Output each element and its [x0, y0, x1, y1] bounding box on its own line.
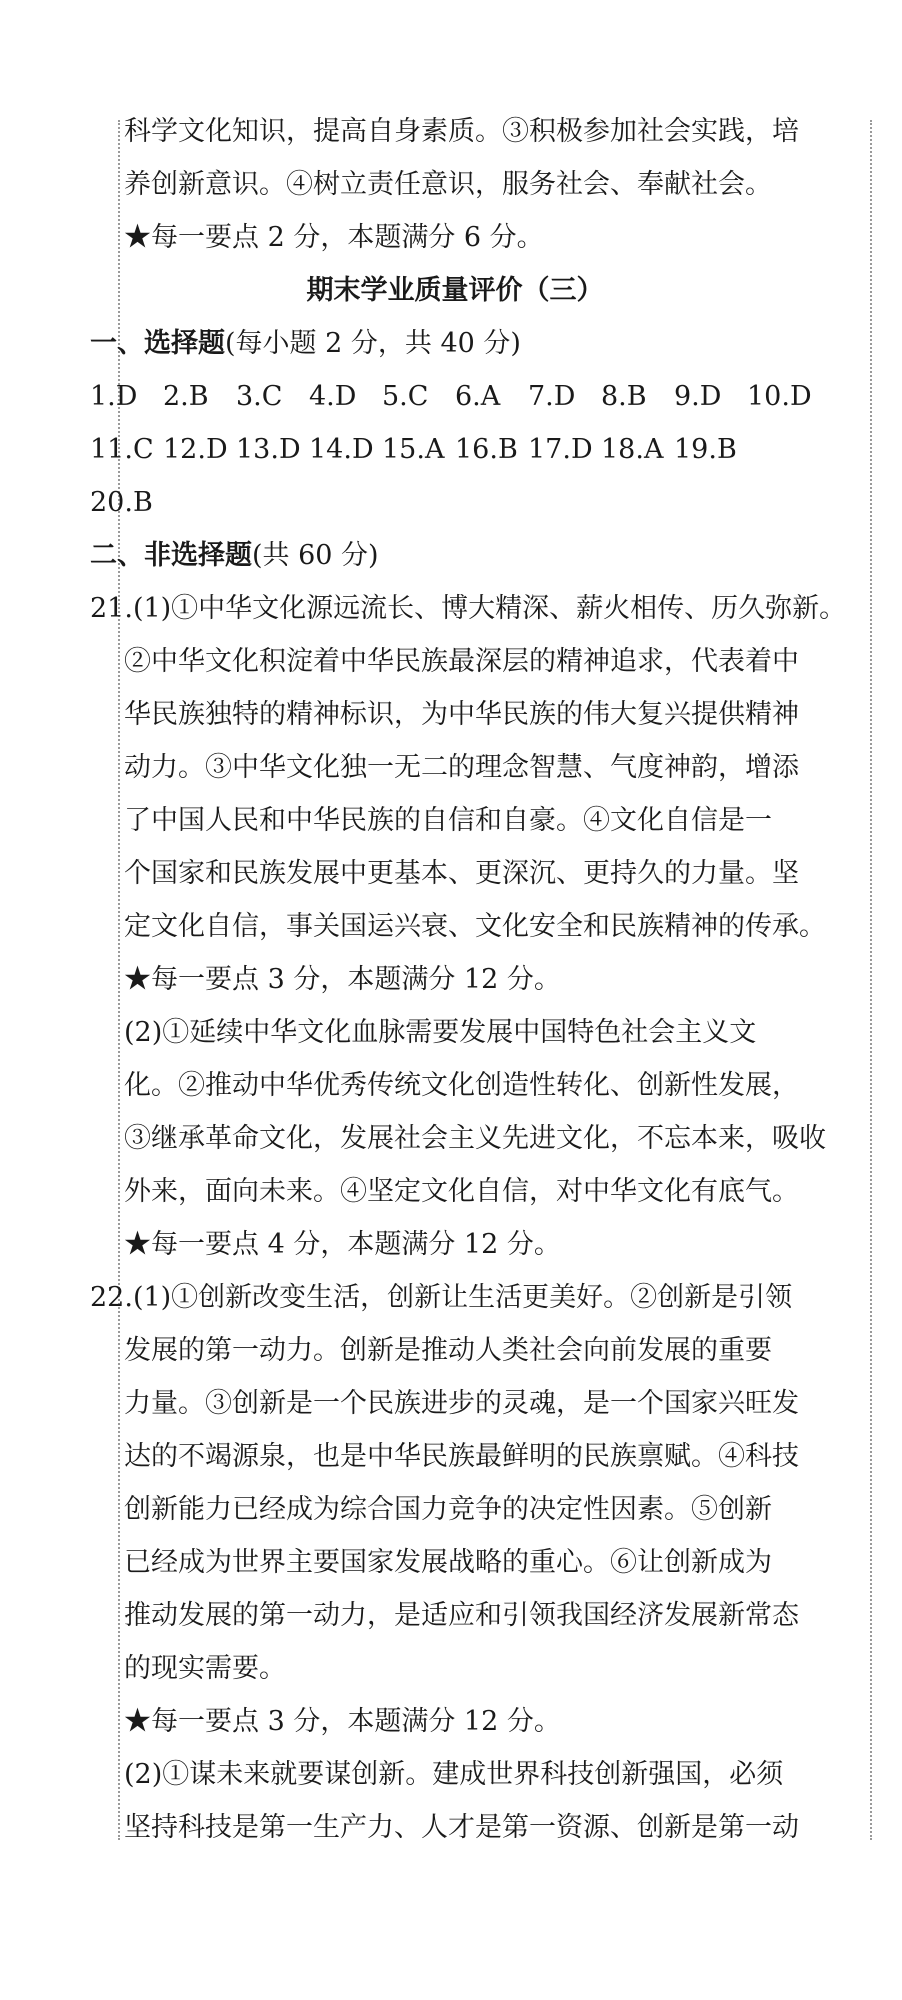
q22-line: 22.(1)①创新改变生活，创新让生活更美好。②创新是引领 — [90, 1282, 793, 1313]
answer-item: 10.D — [747, 381, 812, 412]
q21-line: 化。②推动中华优秀传统文化创造性转化、创新性发展， — [124, 1070, 799, 1101]
answer-item: 11.C — [90, 434, 154, 465]
question-21 — [90, 582, 847, 1271]
section-title: 期末学业质量评价（三） — [306, 275, 604, 306]
text-line: 养创新意识。④树立责任意识，服务社会、奉献社会。 — [124, 169, 772, 200]
q22-line: 力量。③创新是一个民族进步的灵魂，是一个国家兴旺发 — [124, 1388, 799, 1419]
page-content — [90, 105, 847, 1854]
continued-answer — [90, 105, 820, 264]
q22-line: 推动发展的第一动力，是适应和引领我国经济发展新常态 — [124, 1600, 799, 1631]
q21-line: 华民族独特的精神标识，为中华民族的伟大复兴提供精神 — [124, 699, 799, 730]
q21-line: 21.(1)①中华文化源远流长、博大精深、薪火相传、历久弥新。 — [90, 593, 847, 624]
q21-line: (2)①延续中华文化血脉需要发展中国特色社会主义文 — [124, 1017, 757, 1048]
q21-line: 外来，面向未来。④坚定文化自信，对中华文化有底气。 — [124, 1176, 799, 1207]
score-note: ★每一要点 4 分，本题满分 12 分。 — [124, 1229, 561, 1260]
answer-item: 4.D — [309, 381, 357, 412]
q21-line: ③继承革命文化，发展社会主义先进文化，不忘本来，吸收 — [124, 1123, 826, 1154]
answer-row-1 — [90, 370, 820, 423]
answer-item: 7.D — [528, 381, 576, 412]
answer-item: 8.B — [601, 381, 647, 412]
part1-heading-note: (每小题 2 分，共 40 分) — [225, 328, 521, 359]
answer-row-2 — [90, 423, 820, 476]
score-note: ★每一要点 3 分，本题满分 12 分。 — [124, 964, 561, 995]
part2-heading-label: 二、非选择题 — [90, 540, 252, 571]
right-margin-rule — [870, 120, 872, 1840]
q22-line: 的现实需要。 — [124, 1653, 286, 1684]
answer-item: 15.A — [382, 434, 445, 465]
answer-item: 14.D — [309, 434, 374, 465]
answer-item: 6.A — [455, 381, 501, 412]
text-line: 科学文化知识，提高自身素质。③积极参加社会实践，培 — [124, 116, 799, 147]
answer-item: 9.D — [674, 381, 722, 412]
part2-heading — [90, 529, 820, 582]
q22-line: 发展的第一动力。创新是推动人类社会向前发展的重要 — [124, 1335, 772, 1366]
answer-item: 13.D — [236, 434, 301, 465]
q22-line: 达的不竭源泉，也是中华民族最鲜明的民族禀赋。④科技 — [124, 1441, 799, 1472]
question-22 — [90, 1271, 820, 1854]
q22-line: 创新能力已经成为综合国力竞争的决定性因素。⑤创新 — [124, 1494, 772, 1525]
q21-line: 动力。③中华文化独一无二的理念智慧、气度神韵，增添 — [124, 752, 799, 783]
part1-heading-label: 一、选择题 — [90, 328, 225, 359]
q21-line: ②中华文化积淀着中华民族最深层的精神追求，代表着中 — [124, 646, 799, 677]
q22-line: 已经成为世界主要国家发展战略的重心。⑥让创新成为 — [124, 1547, 772, 1578]
answer-item: 17.D — [528, 434, 593, 465]
answer-item: 2.B — [163, 381, 209, 412]
answer-item: 20.B — [90, 487, 153, 518]
answer-item: 3.C — [236, 381, 283, 412]
answer-item: 1.D — [90, 381, 138, 412]
score-note: ★每一要点 3 分，本题满分 12 分。 — [124, 1706, 561, 1737]
q22-line: 坚持科技是第一生产力、人才是第一资源、创新是第一动 — [124, 1812, 799, 1843]
part2-heading-note: (共 60 分) — [252, 540, 379, 571]
answer-item: 18.A — [601, 434, 664, 465]
score-note: ★每一要点 2 分，本题满分 6 分。 — [124, 222, 544, 253]
answer-item: 12.D — [163, 434, 228, 465]
answer-item: 16.B — [455, 434, 518, 465]
q22-line: (2)①谋未来就要谋创新。建成世界科技创新强国，必须 — [124, 1759, 784, 1790]
answer-item: 5.C — [382, 381, 429, 412]
part1-heading — [90, 317, 820, 370]
q21-line: 定文化自信，事关国运兴衰、文化安全和民族精神的传承。 — [124, 911, 826, 942]
q21-line: 个国家和民族发展中更基本、更深沉、更持久的力量。坚 — [124, 858, 799, 889]
answer-row-3 — [90, 476, 820, 529]
answer-item: 19.B — [674, 434, 737, 465]
q21-line: 了中国人民和中华民族的自信和自豪。④文化自信是一 — [124, 805, 772, 836]
